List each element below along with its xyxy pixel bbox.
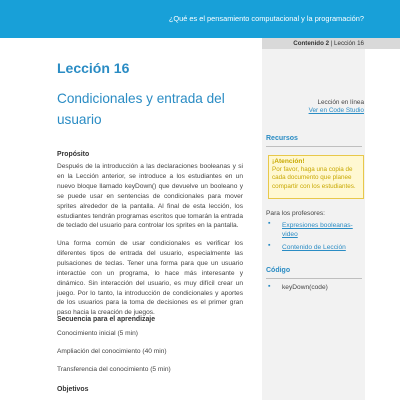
sequence-item: Ampliación del conocimiento (40 min) — [57, 348, 167, 355]
purpose-paragraph-1: Después de la introducción a las declaraciones booleanas y si en la Lección anterior, se introduce a los estudiantes en un nuevo bloque llamado keyDown() que devuelve un booleano y se puede usar en sentencias de condicionales para mover sprites alrededor de la pantalla. Al final de esta lección, los estudiantes tendrán programas escritos que tomarán la entrada de teclado del usuario para controlar los sprites en la pantalla. — [57, 163, 243, 230]
teacher-link-lesson-content[interactable]: Contenido de Lección — [282, 244, 346, 251]
for-teachers-label: Para los profesores: — [266, 210, 326, 217]
course-title: ¿Qué es el pensamiento computacional y la programación? — [168, 14, 364, 23]
content-breadcrumb-bar — [262, 38, 400, 49]
attention-text: Por favor, haga una copia de cada documento que planee compartir con los estudiantes. — [272, 166, 356, 190]
resources-divider — [266, 146, 362, 147]
code-divider — [266, 278, 362, 279]
code-item-keydown: keyDown(code) — [282, 284, 328, 291]
purpose-heading: Propósito — [57, 151, 90, 158]
objectives-heading: Objetivos — [57, 386, 89, 393]
bullet-icon: ▪ — [268, 220, 271, 227]
sequence-heading: Secuencia para el aprendizaje — [57, 316, 156, 323]
sequence-item: Conocimiento inicial (5 min) — [57, 330, 138, 337]
attention-title: ¡Atención! — [272, 158, 305, 165]
content-breadcrumb — [293, 40, 364, 47]
resources-heading: Recursos — [266, 135, 298, 142]
sequence-item: Transferencia del conocimiento (5 min) — [57, 366, 171, 373]
lesson-number: | Lección 16 — [329, 39, 364, 47]
teacher-link-boolean-video[interactable]: Expresiones booleanas- video — [282, 222, 353, 238]
code-heading: Código — [266, 267, 291, 274]
header-bar — [0, 0, 400, 38]
online-lesson-label: Lección en línea — [317, 99, 364, 106]
lesson-title: Lección 16 — [57, 60, 130, 76]
bullet-icon: ▪ — [268, 242, 271, 249]
purpose-paragraph-2: Una forma común de usar condicionales es verificar los diferentes tipos de entrada del usuario, especialmente las pulsaciones de teclas. Tener una forma para que un usuario interactúe con un programa, lo hace más interesante y dinámico. Sin interacción del usuario, es muy difícil crear un juego. Por lo tanto, la introducción de condicionales y aportes de los usuarios para la toma de decisiones es el primer gran paso hacia la creación de juegos. — [57, 240, 243, 317]
bullet-icon: ▪ — [268, 283, 271, 290]
code-studio-link[interactable]: Ver en Code Studio — [308, 107, 364, 114]
content-number: Contenido 2 — [293, 39, 330, 47]
lesson-subtitle: Condicionales y entrada del usuario — [57, 91, 225, 127]
